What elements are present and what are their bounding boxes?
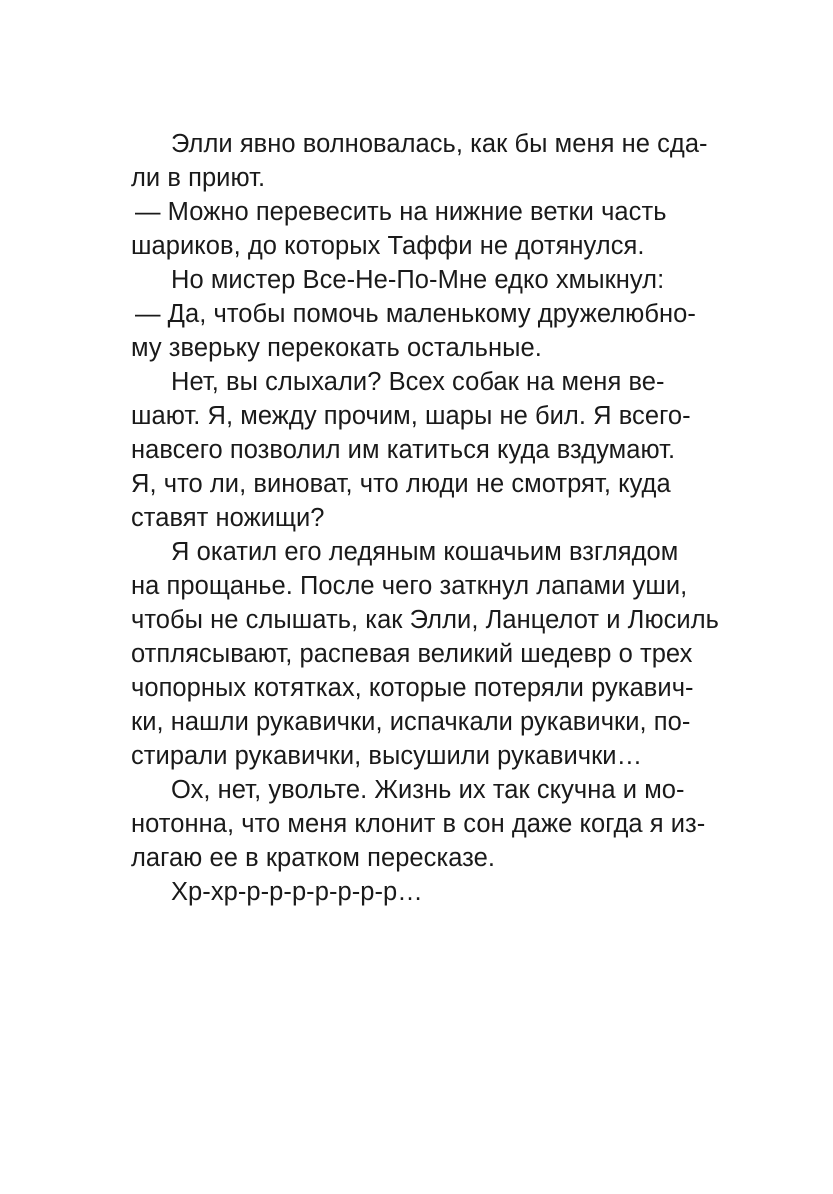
- text-line: ставят ножищи?: [131, 504, 325, 532]
- text-line: нотонна, что меня клонит в сон даже когда я из-: [131, 810, 706, 838]
- text-line: ки, нашли рукавички, испачкали рукавички, по-: [131, 708, 691, 736]
- text-line: Хр-хр-р-р-р-р-р-р-р…: [171, 878, 423, 906]
- text-line: чопорных котятках, которые потеряли рукавич-: [131, 674, 694, 702]
- text-line: Ох, нет, увольте. Жизнь их так скучна и мо-: [171, 776, 685, 804]
- text-line: Элли явно волновалась, как бы меня не сда-: [171, 130, 708, 158]
- text-line: Но мистер Все-Не-По-Мне едко хмыкнул:: [171, 266, 665, 294]
- text-line: Я окатил его ледяным кошачьим взглядом: [171, 538, 679, 566]
- text-line: Я, что ли, виноват, что люди не смотрят, куда: [131, 470, 671, 498]
- text-line: лагаю ее в кратком пересказе.: [131, 844, 495, 872]
- text-line: ли в приют.: [131, 164, 266, 192]
- text-line: шариков, до которых Таффи не дотянулся.: [131, 232, 645, 260]
- text-line: шают. Я, между прочим, шары не бил. Я всего-: [131, 402, 691, 430]
- text-line: чтобы не слышать, как Элли, Ланцелот и Люсиль: [131, 606, 719, 634]
- text-line: на прощанье. После чего заткнул лапами уши,: [131, 572, 688, 600]
- text-line: Нет, вы слыхали? Всех собак на меня ве-: [171, 368, 665, 396]
- text-line: му зверьку перекокать остальные.: [131, 334, 542, 362]
- text-line: навсего позволил им катиться куда вздумают.: [131, 436, 676, 464]
- text-line: — Можно перевесить на нижние ветки часть: [135, 198, 667, 226]
- text-line: — Да, чтобы помочь маленькому дружелюбно-: [135, 300, 696, 328]
- text-line: отплясывают, распевая великий шедевр о трех: [131, 640, 693, 668]
- text-line: стирали рукавички, высушили рукавички…: [131, 742, 643, 770]
